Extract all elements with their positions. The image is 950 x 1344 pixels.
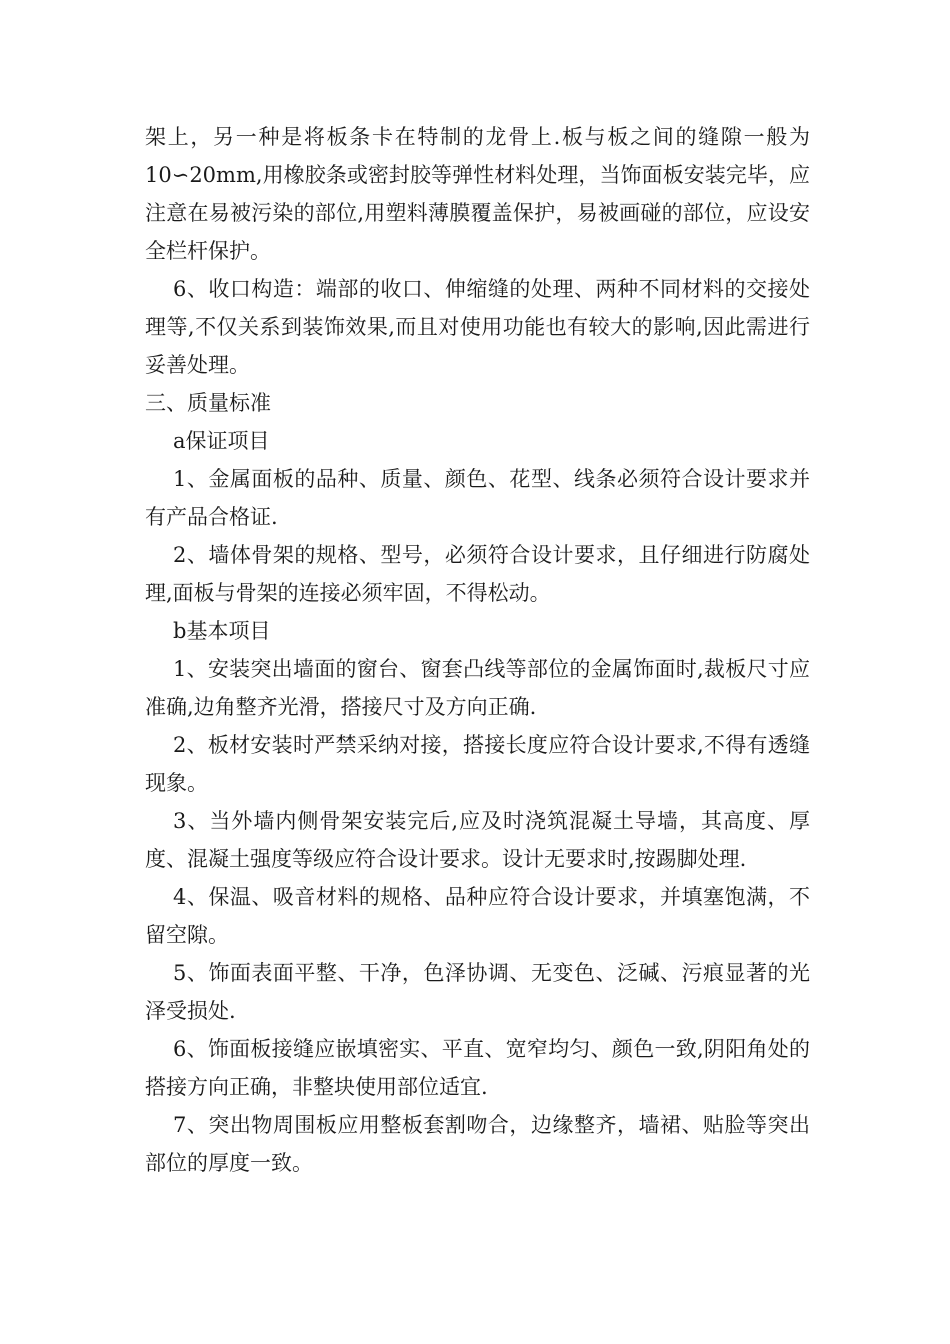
paragraph-guarantee-item-2: 2、墙体骨架的规格、型号，必须符合设计要求，且仔细进行防腐处理,面板与骨架的连接必须牢固，不得松动。 [145,543,810,605]
paragraph-basic-item-7: 7、突出物周围板应用整板套割吻合，边缘整齐，墙裙、贴脸等突出部位的厚度一致。 [145,1113,810,1175]
subheading-guarantee-items: a保证项目 [173,429,270,453]
paragraph-guarantee-item-1: 1、金属面板的品种、质量、颜色、花型、线条必须符合设计要求并有产品合格证. [145,467,810,529]
subheading-basic-items: b基本项目 [173,619,271,643]
paragraph-basic-item-5: 5、饰面表面平整、干净，色泽协调、无变色、泛碱、污痕显著的光泽受损处. [145,961,810,1023]
paragraph-basic-item-1: 1、安装突出墙面的窗台、窗套凸线等部位的金属饰面时,裁板尺寸应准确,边角整齐光滑，搭接尺寸及方向正确. [145,657,810,719]
paragraph-basic-item-2: 2、板材安装时严禁采纳对接，搭接长度应符合设计要求,不得有透缝现象。 [145,733,810,795]
document-body [145,118,810,1182]
paragraph-basic-item-4: 4、保温、吸音材料的规格、品种应符合设计要求，并填塞饱满，不留空隙。 [145,885,810,947]
paragraph-basic-item-6: 6、饰面板接缝应嵌填密实、平直、宽窄均匀、颜色一致,阴阳角处的搭接方向正确，非整块使用部位适宜. [145,1037,810,1099]
paragraph-basic-item-3: 3、当外墙内侧骨架安装完后,应及时浇筑混凝土导墙，其高度、厚度、混凝土强度等级应符合设计要求。设计无要求时,按踢脚处理. [145,809,810,871]
paragraph-item-6-edge-construction: 6、收口构造：端部的收口、伸缩缝的处理、两种不同材料的交接处理等,不仅关系到装饰效果,而且对使用功能也有较大的影响,因此需进行妥善处理。 [145,277,810,377]
paragraph-continued: 架上，另一种是将板条卡在特制的龙骨上.板与板之间的缝隙一般为10∽20mm,用橡胶条或密封胶等弹性材料处理，当饰面板安装完毕，应注意在易被污染的部位,用塑料薄膜覆盖保护，易被画碰的部位，应设安全栏杆保护。 [145,125,810,263]
section-heading-quality-standard: 三、质量标准 [145,391,271,415]
